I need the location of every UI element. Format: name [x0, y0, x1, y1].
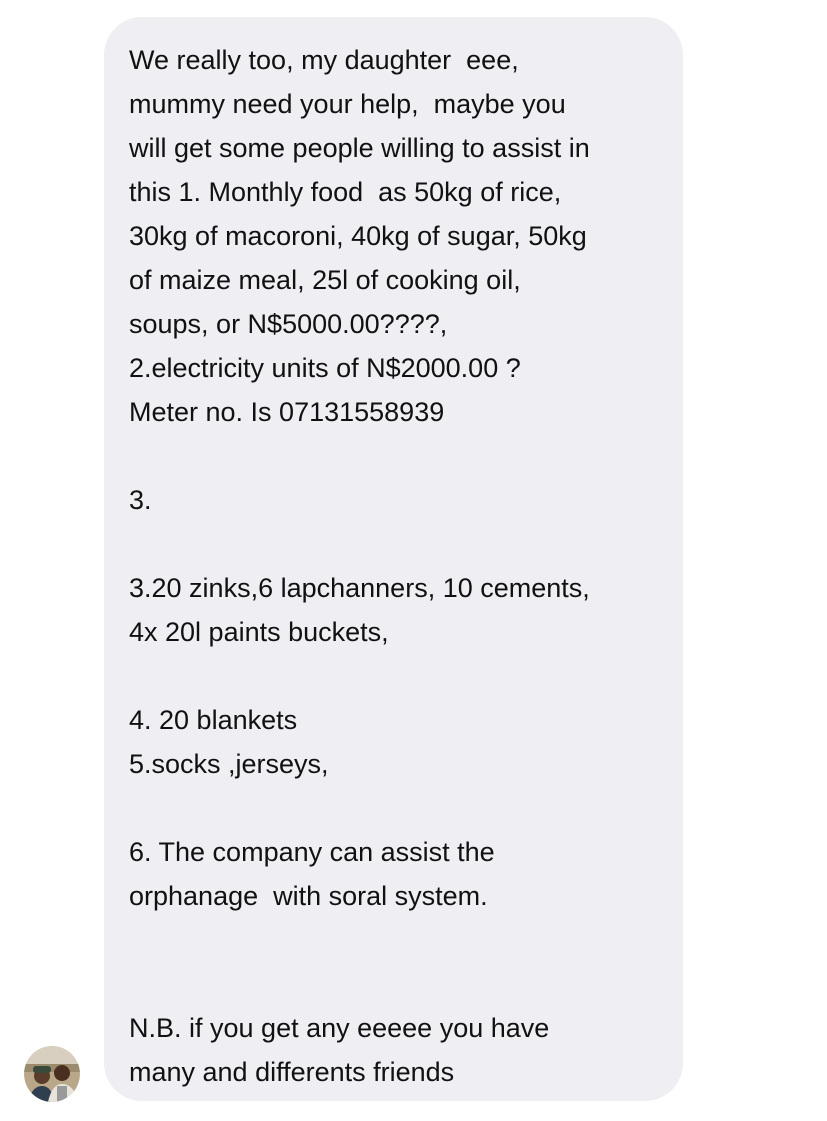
message-line — [129, 918, 663, 962]
message-line: 2.electricity units of N$2000.00 ? — [129, 353, 521, 383]
message-line: 30kg of macoroni, 40kg of sugar, 50kg — [129, 221, 587, 251]
message-line — [129, 522, 663, 566]
message-line: many and differents friends — [129, 1057, 455, 1087]
message-line: will get some people willing to assist in — [129, 133, 590, 163]
message-line: soups, or N$5000.00????, — [129, 309, 448, 339]
message-line: 4x 20l paints buckets, — [129, 617, 389, 647]
message-line: this 1. Monthly food as 50kg of rice, — [129, 177, 562, 207]
message-line — [129, 434, 663, 478]
message-line: of maize meal, 25l of cooking oil, — [129, 265, 521, 295]
message-line: 4. 20 blankets — [129, 705, 298, 735]
message-line — [129, 654, 663, 698]
message-line: Meter no. Is 07131558939 — [129, 397, 445, 427]
message-line: 3.20 zinks,6 lapchanners, 10 cements, — [129, 573, 590, 603]
message-line: 6. The company can assist the — [129, 837, 495, 867]
message-line: We really too, my daughter eee, — [129, 45, 519, 75]
user-avatar-icon — [24, 1046, 80, 1102]
message-line — [129, 786, 663, 830]
message-line: 3. — [129, 485, 152, 515]
message-line — [129, 962, 663, 1006]
message-line: mummy need your help, maybe you — [129, 89, 566, 119]
message-line: orphanage with soral system. — [129, 881, 488, 911]
sender-avatar[interactable] — [24, 1046, 80, 1102]
message-line: N.B. if you get any eeeee you have — [129, 1013, 550, 1043]
message-bubble[interactable] — [104, 17, 683, 1101]
message-line: 5.socks ,jerseys, — [129, 749, 329, 779]
